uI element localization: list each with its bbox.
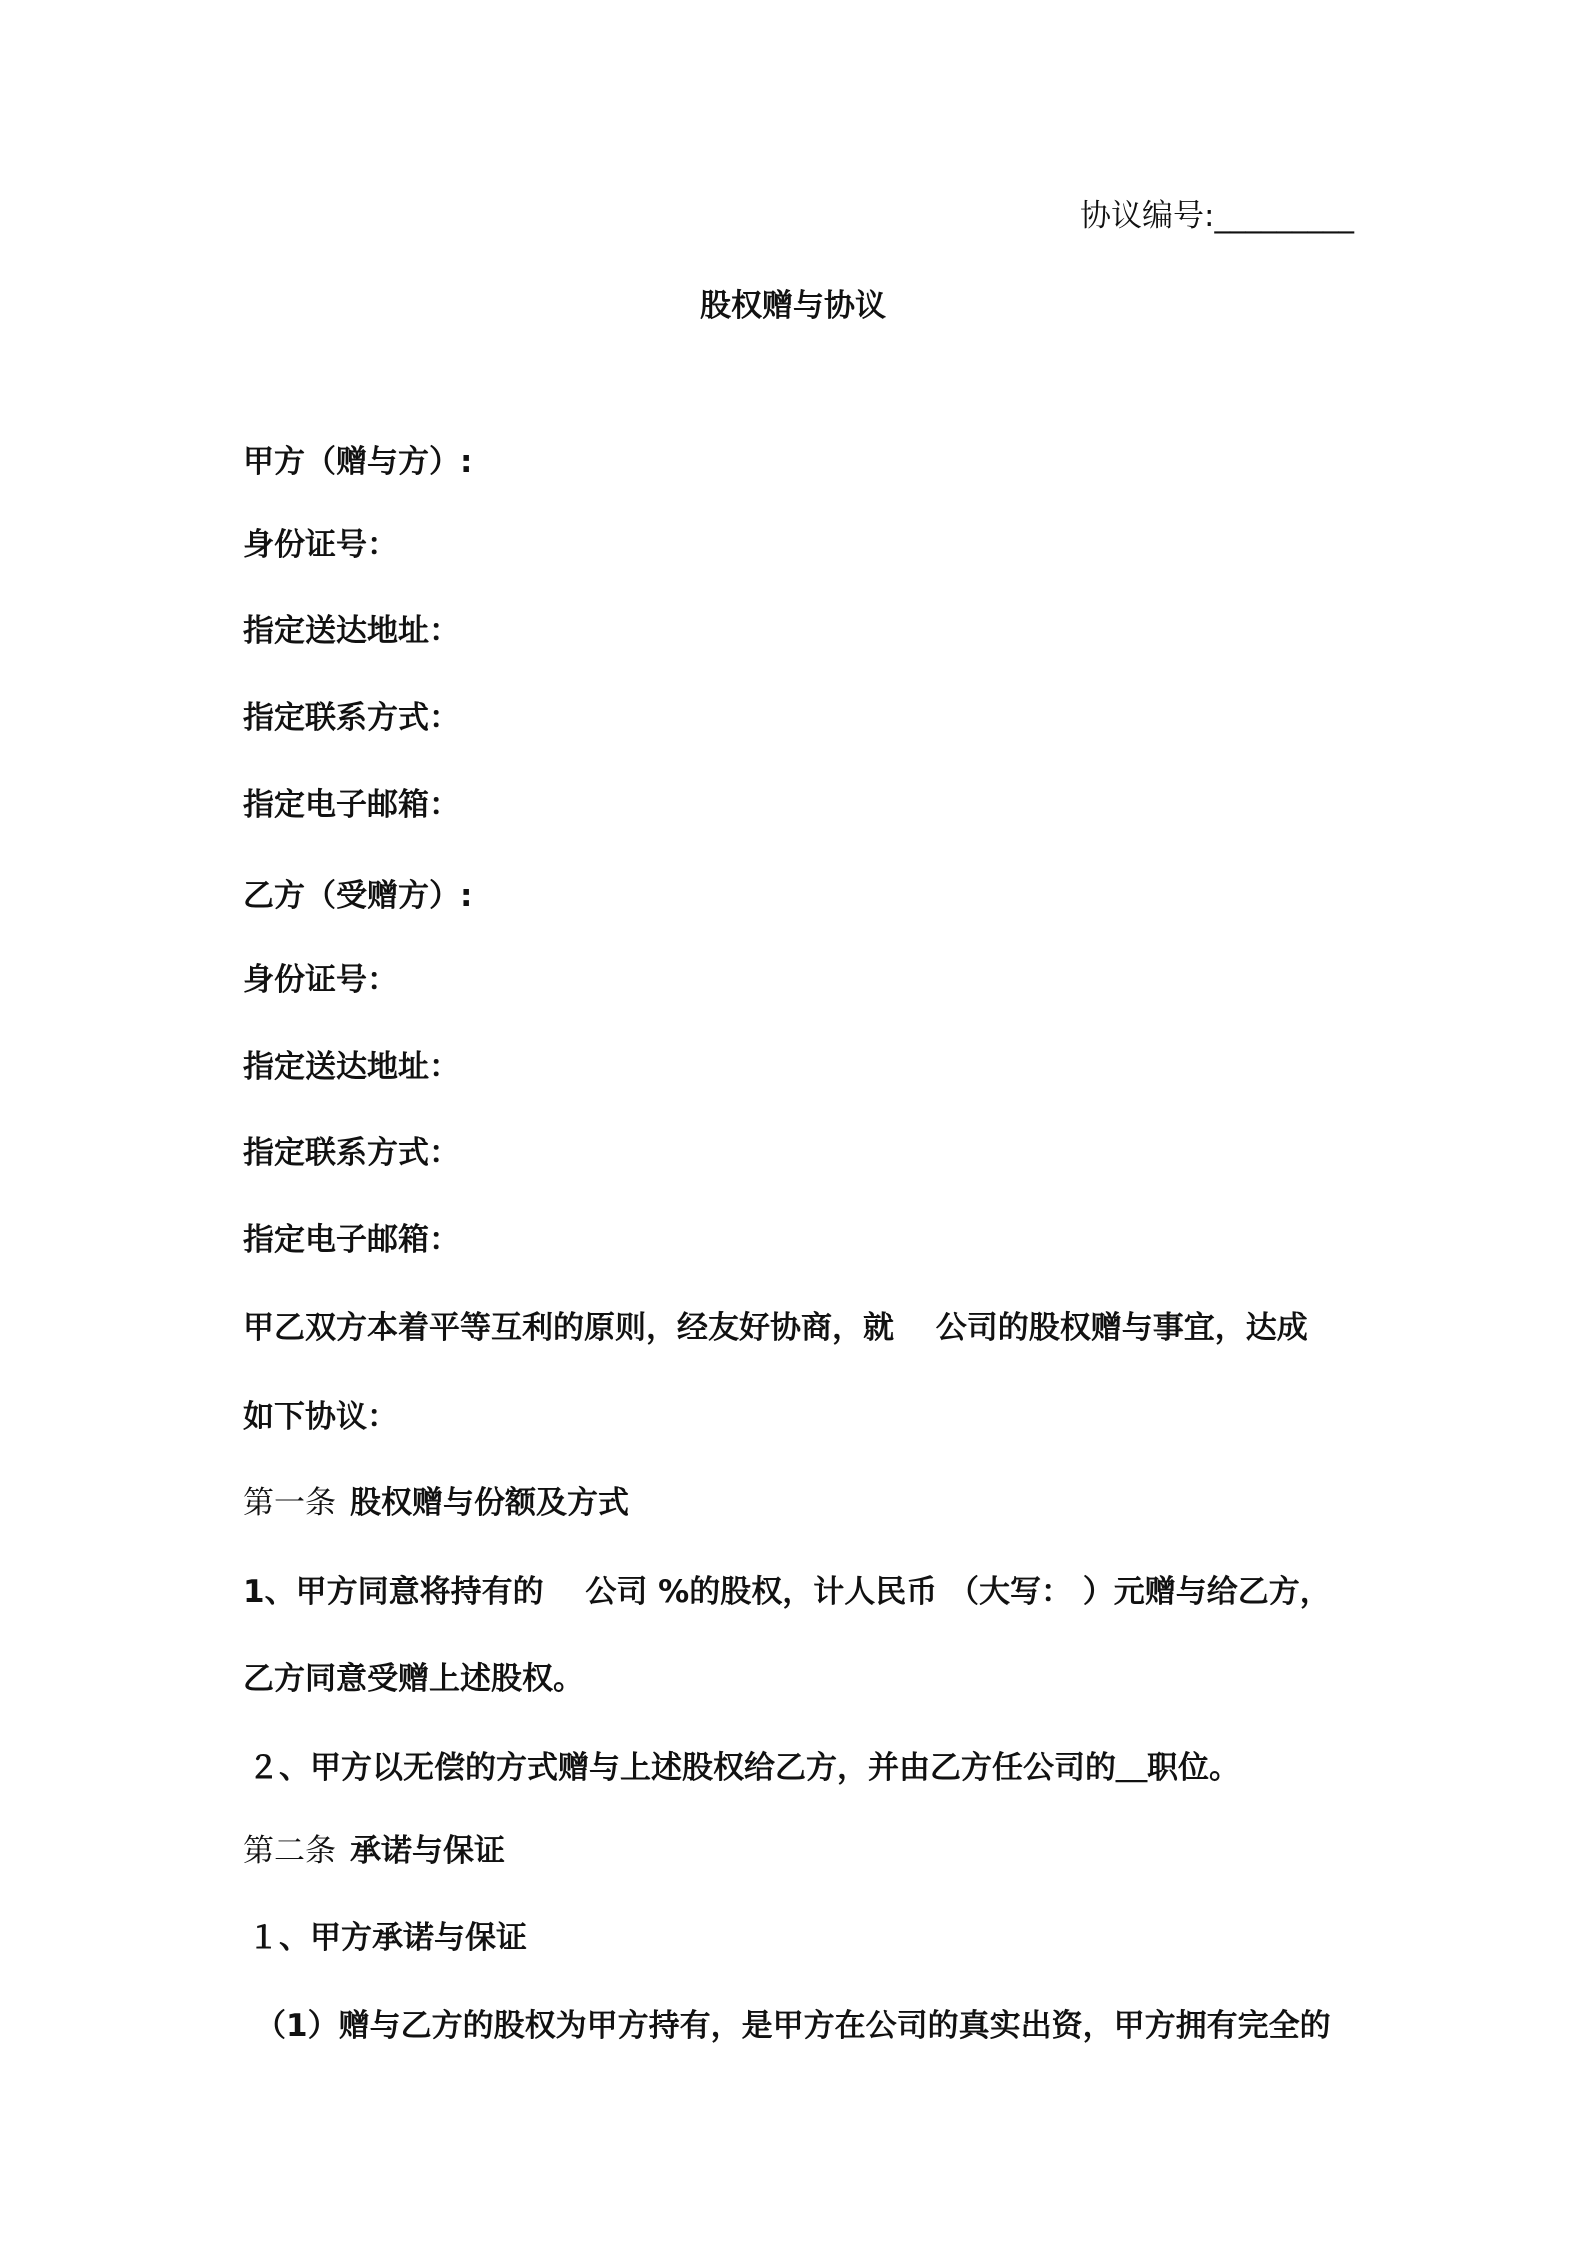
party-a-contact: 指定联系方式： [243, 700, 460, 736]
article-2-clause-1-item-1: （1）赠与乙方的股权为甲方持有，是甲方在公司的真实出资，甲方拥有完全的 [255, 2008, 1331, 2044]
party-a-id-number: 身份证号： [243, 527, 398, 563]
article-2-clause-1: １、甲方承诺与保证 [248, 1920, 527, 1956]
party-a-email: 指定电子邮箱： [243, 787, 460, 823]
party-a-label: 甲方（赠与方）: [243, 444, 473, 480]
article-1-heading: 股权赠与份额及方式 [350, 1485, 629, 1521]
article-1-clause-2: ２、甲方以无偿的方式赠与上述股权给乙方，并由乙方任公司的＿职位。 [248, 1750, 1240, 1786]
party-a-address: 指定送达地址： [243, 613, 460, 649]
article-1-clause-1-line-1: 1、甲方同意将持有的 公司 %的股权，计人民币 （大写： ）元赠与给乙方， [243, 1574, 1331, 1610]
party-b-label: 乙方（受赠方）: [243, 878, 473, 914]
party-b-contact: 指定联系方式： [243, 1135, 460, 1171]
article-2-title [243, 1831, 1353, 1871]
article-2-heading: 承诺与保证 [350, 1833, 505, 1869]
document-title: 股权赠与协议 [700, 288, 886, 324]
article-1-title [243, 1483, 1353, 1523]
preamble-line-1: 甲乙双方本着平等互利的原则，经友好协商，就 公司的股权赠与事宜，达成 [243, 1310, 1308, 1346]
party-b-address: 指定送达地址： [243, 1049, 460, 1085]
party-b-email: 指定电子邮箱： [243, 1222, 460, 1258]
article-2-prefix: 第二条 [243, 1833, 336, 1869]
article-1-clause-1-line-2: 乙方同意受赠上述股权。 [243, 1661, 584, 1697]
article-1-prefix: 第一条 [243, 1485, 336, 1521]
preamble-line-2: 如下协议： [243, 1399, 398, 1435]
agreement-number: 协议编号:_________ [1080, 198, 1354, 234]
party-b-id-number: 身份证号： [243, 962, 398, 998]
